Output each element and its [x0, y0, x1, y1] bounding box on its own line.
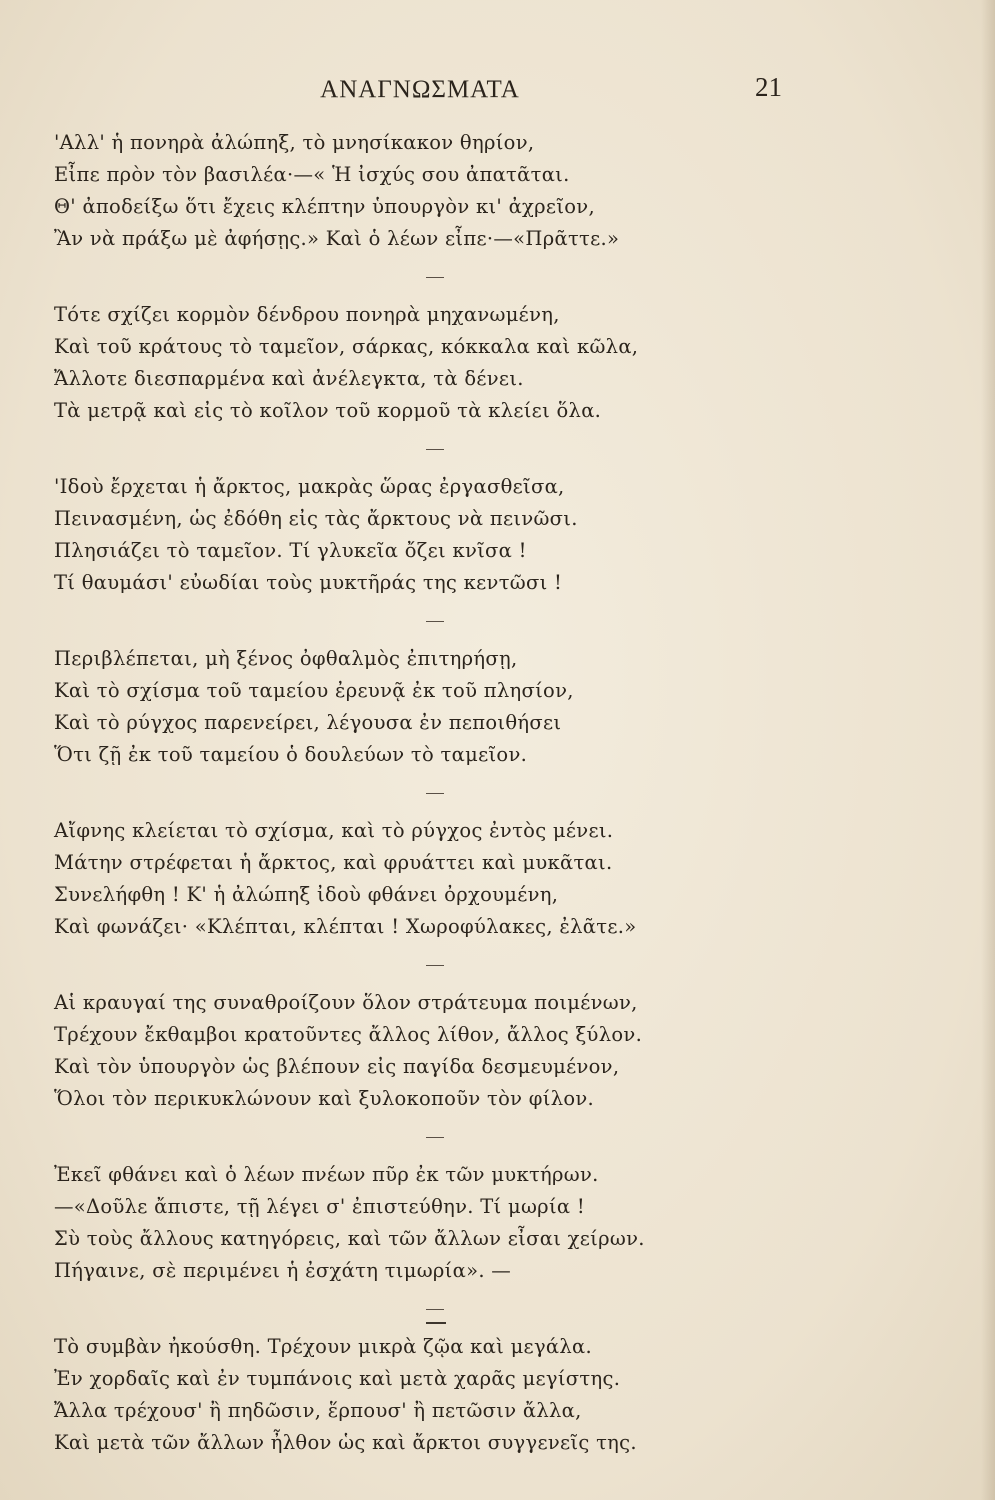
stanza-divider — [54, 255, 754, 299]
verse-line: Καὶ τὸ ρύγχος παρενείρει, λέγουσα ἐν πεποιθήσει — [54, 711, 562, 734]
verse-line: Περιβλέπεται, μὴ ξένος ὀφθαλμὸς ἐπιτηρήσῃ, — [54, 647, 518, 670]
stanza-divider — [54, 599, 754, 643]
verse-line: Ἐν χορδαῖς καὶ ἐν τυμπάνοις καὶ μετὰ χαρᾶς μεγίστης. — [54, 1367, 621, 1390]
verse-line: Εἶπε πρὸν τὸν βασιλέα·—« Ἡ ἰσχύς σου ἀπατᾶται. — [54, 163, 570, 186]
verse-line: 'Ιδοὺ ἔρχεται ἡ ἄρκτος, μακρὰς ὥρας ἐργασθεῖσα, — [54, 475, 565, 498]
verse-line: Ὅλοι τὸν περικυκλώνουν καὶ ξυλοκοποῦν τὸν φίλον. — [54, 1087, 595, 1110]
verse-line: Ἄλλα τρέχουσ' ἢ πηδῶσιν, ἕρπουσ' ἢ πετῶσιν ἄλλα, — [54, 1399, 582, 1422]
page-number: 21 — [755, 72, 782, 102]
end-rule — [426, 1322, 446, 1324]
verse-line: Πλησιάζει τὸ ταμεῖον. Τί γλυκεῖα ὄζει κνῖσα ! — [54, 539, 527, 562]
verse-line: Συνελήφθη ! Κ' ἡ ἀλώπηξ ἰδοὺ φθάνει ὀρχουμένη, — [54, 883, 559, 906]
stanza-2 — [54, 299, 754, 427]
verse-line: Καὶ φωνάζει· «Κλέπται, κλέπται ! Χωροφύλακες, ἐλᾶτε.» — [54, 915, 637, 938]
verse-line: Καὶ μετὰ τῶν ἄλλων ἦλθον ὡς καὶ ἄρκτοι συγγενεῖς της. — [54, 1431, 637, 1454]
stanza-7 — [54, 1159, 754, 1287]
verse-line: Πήγαινε, σὲ περιμένει ἡ ἐσχάτη τιμωρία». — — [54, 1259, 512, 1282]
verse-line: Τὰ μετρᾷ καὶ εἰς τὸ κοῖλον τοῦ κορμοῦ τὰ κλείει ὅλα. — [54, 399, 602, 422]
stanza-1 — [54, 127, 754, 255]
stanza-divider — [54, 943, 754, 987]
stanza-divider — [54, 1115, 754, 1159]
verse-line: Τότε σχίζει κορμὸν δένδρου πονηρὰ μηχανωμένη, — [54, 303, 560, 326]
verse-line: —«Δοῦλε ἄπιστε, τῇ λέγει σ' ἐπιστεύθην. Τί μωρία ! — [54, 1195, 585, 1218]
verse-line: Καὶ τοῦ κράτους τὸ ταμεῖον, σάρκας, κόκκαλα καὶ κῶλα, — [54, 335, 639, 358]
stanza-4 — [54, 643, 754, 771]
stanza-divider — [54, 1287, 754, 1331]
verse-line: Ὅτι ζῇ ἐκ τοῦ ταμείου ὁ δουλεύων τὸ ταμεῖον. — [54, 743, 528, 766]
stanza-8 — [54, 1331, 754, 1459]
stanza-5 — [54, 815, 754, 943]
verse-line: Μάτην στρέφεται ἡ ἄρκτος, καὶ φρυάττει καὶ μυκᾶται. — [54, 851, 613, 874]
stanza-divider — [54, 771, 754, 815]
verse-line: Τρέχουν ἔκθαμβοι κρατοῦντες ἄλλος λίθον, ἄλλος ξύλον. — [54, 1023, 643, 1046]
page-spine-shadow — [981, 0, 995, 1500]
verse-line: 'Αλλ' ἡ πονηρὰ ἀλώπηξ, τὸ μνησίκακον θηρίον, — [54, 131, 535, 154]
verse-line: Καὶ τὸν ὑπουργὸν ὡς βλέπουν εἰς παγίδα δεσμευμένον, — [54, 1055, 620, 1078]
running-header-title: ΑΝΑΓΝΩΣΜΑΤΑ — [320, 76, 520, 103]
verse-line: Ἂν νὰ πράξω μὲ ἀφήσῃς.» Καὶ ὁ λέων εἶπε·—«Πρᾶττε.» — [54, 227, 620, 250]
stanza-6 — [54, 987, 754, 1115]
stanza-3 — [54, 471, 754, 599]
verse-line: Ἄλλοτε διεσπαρμένα καὶ ἀνέλεγκτα, τὰ δένει. — [54, 367, 524, 390]
verse-line: Σὺ τοὺς ἄλλους κατηγόρεις, καὶ τῶν ἄλλων εἶσαι χείρων. — [54, 1227, 645, 1250]
poem-body — [54, 127, 754, 1459]
verse-line: Πεινασμένη, ὡς ἐδόθη εἰς τὰς ἄρκτους νὰ πεινῶσι. — [54, 507, 578, 530]
verse-line: Τί θαυμάσι' εὐωδίαι τοὺς μυκτῆράς της κεντῶσι ! — [54, 571, 563, 594]
verse-line: Θ' ἀποδείξω ὅτι ἔχεις κλέπτην ὑπουργὸν κι' ἀχρεῖον, — [54, 195, 595, 218]
verse-line: Αἴφνης κλείεται τὸ σχίσμα, καὶ τὸ ρύγχος ἐντὸς μένει. — [54, 819, 614, 842]
stanza-divider — [54, 427, 754, 471]
verse-line: Ἐκεῖ φθάνει καὶ ὁ λέων πνέων πῦρ ἐκ τῶν μυκτήρων. — [54, 1163, 599, 1186]
verse-line: Καὶ τὸ σχίσμα τοῦ ταμείου ἐρευνᾷ ἐκ τοῦ πλησίον, — [54, 679, 574, 702]
verse-line: Αἱ κραυγαί της συναθροίζουν ὅλον στράτευμα ποιμένων, — [54, 991, 638, 1014]
verse-line: Τὸ συμβὰν ἠκούσθη. Τρέχουν μικρὰ ζῷα καὶ μεγάλα. — [54, 1335, 593, 1358]
